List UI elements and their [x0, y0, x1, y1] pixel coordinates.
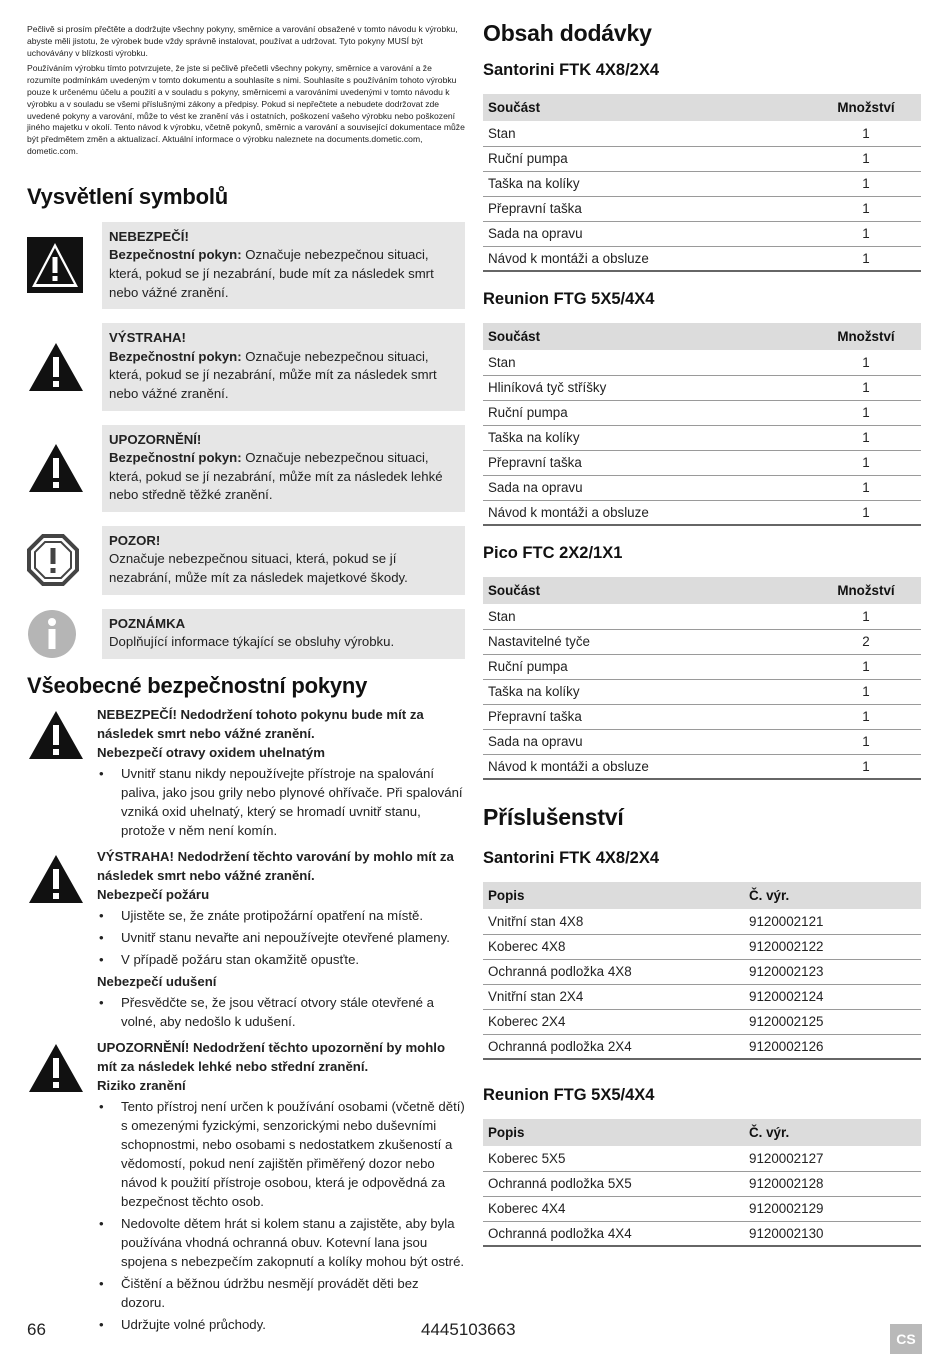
table-cell: 9120002123 — [741, 959, 921, 984]
safety-caution-topic: Riziko zranění — [97, 1077, 186, 1093]
table-row — [483, 984, 921, 1009]
table-cell: 1 — [811, 679, 921, 704]
column-header: Č. výr. — [741, 1119, 921, 1146]
table-cell: 1 — [811, 400, 921, 425]
symbols-title: Vysvětlení symbolů — [27, 183, 228, 209]
intro-paragraph-2: Používáním výrobku tímto potvrzujete, že jste si pečlivě přečetli všechny pokyny, směrnice a varování a že rozumíte podmínkám uvedeným v tomto dokumentu a souhlasíte s nimi. Souhlasíte s používáním tohoto výrobku pouze k určenému účelu a použití a v souladu s pokyny, směrnicemi a varováními uvedenými v tomto návodu k výrobku a v souladu se všemi příslušnými zákony a předpisy. Pokud si nepřečtete a nebudete dodržovat zde uvedené pokyny a varování, může to vést ke zranění vás i ostatních, poškození vašeho výrobku nebo poškození jiného majetku v okolí. Tento návod k výrobku, včetně pokynů, směrnic a varování a související dokumentace může být předmětem změn a aktualizací. Aktuální informace o výrobku naleznete na documents.dometic.com, dometic.com. — [27, 63, 465, 156]
table-cell: 1 — [811, 121, 921, 146]
warning-triangle-icon — [27, 705, 97, 843]
warning-triangle-boxed-icon — [27, 222, 102, 309]
safety-danger-list — [97, 764, 465, 840]
column-header: Součást — [483, 323, 811, 350]
warning-triangle-icon — [27, 847, 97, 1034]
table-cell: 9120002129 — [741, 1196, 921, 1221]
table-cell: Hliníková tyč stříšky — [483, 375, 811, 400]
table-row — [483, 146, 921, 171]
table-cell: Sada na opravu — [483, 475, 811, 500]
list-item: • Přesvědčte se, že jsou větrací otvory stále otevřené a volné, aby nedošlo k udušení. — [97, 993, 465, 1031]
table-cell: Stan — [483, 604, 811, 629]
table-cell: 9120002128 — [741, 1171, 921, 1196]
table-cell: Návod k montáži a obsluze — [483, 246, 811, 271]
table-row — [483, 1221, 921, 1246]
symbol-description — [102, 222, 465, 309]
table-cell: Taška na kolíky — [483, 171, 811, 196]
table-row — [483, 246, 921, 271]
table-row — [483, 425, 921, 450]
accessories-title: Příslušenství — [483, 804, 624, 830]
intro — [27, 24, 465, 158]
column-header: Součást — [483, 94, 811, 121]
page-number: 66 — [27, 1320, 46, 1339]
column-header: Č. výr. — [741, 882, 921, 909]
table-row — [483, 171, 921, 196]
table-cell: Přepravní taška — [483, 704, 811, 729]
table-row — [483, 679, 921, 704]
table-title: Pico FTC 2X2/1X1 — [483, 544, 623, 562]
table-cell: 1 — [811, 500, 921, 525]
safety-warning-topic-suffocation: Nebezpečí udušení — [97, 973, 217, 989]
symbol-description — [102, 526, 465, 595]
table-row — [483, 959, 921, 984]
symbol-text: Označuje nebezpečnou situaci, která, pokud se jí nezabrání, může mít za následek majetkové škody. — [109, 551, 408, 586]
table-row — [483, 1171, 921, 1196]
table-cell: Nastavitelné tyče — [483, 629, 811, 654]
symbol-text: Doplňující informace týkající se obsluhy výrobku. — [109, 634, 395, 650]
table-row — [483, 909, 921, 934]
symbol-text: Označuje nebezpečnou situaci, která, pokud se jí nezabrání, bude mít za následek smrt nebo vážné zranění. — [109, 247, 434, 300]
table-cell: Vnitřní stan 4X8 — [483, 909, 741, 934]
table-row — [483, 375, 921, 400]
table-header-row — [483, 882, 921, 909]
safety-caution-headline: UPOZORNĚNÍ! Nedodržení těchto upozornění by mohlo mít za následek lehké nebo střední zranění. — [97, 1039, 446, 1074]
list-item: • Čištění a běžnou údržbu nesmějí provádět děti bez dozoru. — [97, 1274, 465, 1312]
safety-warning-block — [27, 847, 465, 1034]
table-cell: Přepravní taška — [483, 196, 811, 221]
table-row — [483, 1009, 921, 1034]
table-cell: 1 — [811, 425, 921, 450]
safety-danger-topic: Nebezpečí otravy oxidem uhelnatým — [97, 744, 325, 760]
table-cell: Ruční pumpa — [483, 146, 811, 171]
table-cell: Návod k montáži a obsluze — [483, 500, 811, 525]
table-title: Santorini FTK 4X8/2X4 — [483, 61, 660, 79]
table-cell: Vnitřní stan 2X4 — [483, 984, 741, 1009]
table-cell: Přepravní taška — [483, 450, 811, 475]
table-row — [483, 704, 921, 729]
table-cell: 1 — [811, 729, 921, 754]
safety-caution-list — [97, 1097, 465, 1334]
symbol-item — [27, 222, 465, 309]
safety-warning-topic-fire: Nebezpečí požáru — [97, 886, 210, 902]
column-header: Popis — [483, 882, 741, 909]
table-row — [483, 1146, 921, 1171]
table-header-row — [483, 94, 921, 121]
left-column — [27, 24, 465, 1341]
table-row — [483, 654, 921, 679]
safety-danger-block — [27, 705, 465, 843]
column-header: Popis — [483, 1119, 741, 1146]
table-row — [483, 754, 921, 779]
warning-triangle-icon — [27, 323, 102, 410]
table-cell: 9120002127 — [741, 1146, 921, 1171]
table-cell: 1 — [811, 604, 921, 629]
delivery-title: Obsah dodávky — [483, 20, 652, 46]
symbol-lead: Bezpečnostní pokyn: — [109, 450, 242, 466]
right-column — [483, 20, 921, 1247]
safety-danger-headline: NEBEZPEČÍ! Nedodržení tohoto pokynu bude mít za následek smrt nebo vážné zranění. — [97, 706, 424, 741]
table-cell: 1 — [811, 350, 921, 375]
table-row — [483, 400, 921, 425]
symbol-heading: POZOR! — [109, 532, 161, 548]
list-item: • Uvnitř stanu nikdy nepoužívejte přístroje na spalování paliva, jako jsou grily nebo plynové ohřívače. Při spalování vzniká oxid uhelnatý, který se hromadí uvnitř stanu, protože v něm není komín. — [97, 764, 465, 840]
safety-warning-list-suffocation — [97, 993, 465, 1031]
table-cell: Ochranná podložka 5X5 — [483, 1171, 741, 1196]
table-title: Reunion FTG 5X5/4X4 — [483, 1086, 655, 1104]
table-cell: Taška na kolíky — [483, 425, 811, 450]
symbol-heading: POZNÁMKA — [109, 615, 186, 631]
safety-warning-list-fire — [97, 906, 465, 969]
safety-title: Všeobecné bezpečnostní pokyny — [27, 672, 368, 698]
table-header-row — [483, 1119, 921, 1146]
column-header: Součást — [483, 577, 811, 604]
table-cell: 1 — [811, 475, 921, 500]
safety-caution-block — [27, 1038, 465, 1337]
delivery-table — [483, 94, 921, 272]
table-cell: 1 — [811, 375, 921, 400]
warning-triangle-icon — [27, 425, 102, 512]
table-cell: 1 — [811, 654, 921, 679]
table-cell: 9120002125 — [741, 1009, 921, 1034]
symbol-text: Označuje nebezpečnou situaci, která, pokud se jí nezabrání, může mít za následek lehké nebo středně těžké zranění. — [109, 450, 443, 503]
table-cell: 1 — [811, 171, 921, 196]
delivery-table — [483, 323, 921, 526]
table-cell: Sada na opravu — [483, 221, 811, 246]
list-item: • V případě požáru stan okamžitě opusťte. — [97, 950, 465, 969]
warning-triangle-icon — [27, 1038, 97, 1337]
table-row — [483, 450, 921, 475]
table-row — [483, 1196, 921, 1221]
table-header-row — [483, 577, 921, 604]
accessories-table — [483, 882, 921, 1060]
table-row — [483, 500, 921, 525]
octagon-exclamation-icon — [27, 526, 102, 595]
table-cell: Koberec 5X5 — [483, 1146, 741, 1171]
document-number: 4445103663 — [421, 1320, 516, 1339]
language-badge: CS — [890, 1324, 922, 1354]
list-item: • Tento přístroj není určen k používání osobami (včetně dětí) s omezenými fyzickými, senzorickými nebo duševními schopnostmi, nebo osobami s nedostatkem zkušeností a vědomostí, pokud není zajištěn přiměřený dozor nebo návod k použití přístroje osobou, která je odpovědná za bezpečnost těchto osob. — [97, 1097, 465, 1211]
table-row — [483, 604, 921, 629]
intro-paragraph-1: Pečlivě si prosím přečtěte a dodržujte všechny pokyny, směrnice a varování obsažené v tomto návodu k výrobku, abyste měli jistotu, že výrobek bude vždy správně instalovat, používat a udržovat. Tyto pokyny MUSÍ být uchovávány v blízkosti výrobku. — [27, 24, 458, 58]
list-item: • Udržujte volné průchody. — [97, 1315, 465, 1334]
table-cell: 9120002126 — [741, 1034, 921, 1059]
list-item: • Uvnitř stanu nevařte ani nepoužívejte otevřené plameny. — [97, 928, 465, 947]
table-cell: Ruční pumpa — [483, 654, 811, 679]
symbol-lead: Bezpečnostní pokyn: — [109, 247, 242, 263]
info-circle-icon — [27, 609, 102, 659]
symbol-item — [27, 425, 465, 512]
table-cell: 9120002121 — [741, 909, 921, 934]
table-cell: 1 — [811, 704, 921, 729]
table-cell: Ruční pumpa — [483, 400, 811, 425]
list-item: • Ujistěte se, že znáte protipožární opatření na místě. — [97, 906, 465, 925]
symbol-text: Označuje nebezpečnou situaci, která, pokud se jí nezabrání, může mít za následek smrt nebo vážné zranění. — [109, 348, 437, 401]
column-header: Množství — [811, 94, 921, 121]
table-row — [483, 221, 921, 246]
table-cell: 1 — [811, 754, 921, 779]
table-cell: 9120002130 — [741, 1221, 921, 1246]
symbol-item — [27, 526, 465, 595]
table-cell: Sada na opravu — [483, 729, 811, 754]
table-cell: Koberec 4X4 — [483, 1196, 741, 1221]
accessories-table — [483, 1119, 921, 1247]
table-cell: Ochranná podložka 4X4 — [483, 1221, 741, 1246]
table-cell: Stan — [483, 350, 811, 375]
table-title: Reunion FTG 5X5/4X4 — [483, 290, 655, 308]
table-cell: Stan — [483, 121, 811, 146]
symbol-heading: NEBEZPEČÍ! — [109, 228, 189, 244]
table-row — [483, 196, 921, 221]
safety-warning-headline: VÝSTRAHA! Nedodržení těchto varování by mohlo mít za následek smrt nebo vážné zranění. — [97, 848, 454, 883]
table-cell: 1 — [811, 246, 921, 271]
column-header: Množství — [811, 323, 921, 350]
symbol-description — [102, 323, 465, 410]
table-cell: 1 — [811, 221, 921, 246]
table-row — [483, 475, 921, 500]
delivery-table — [483, 577, 921, 780]
table-row — [483, 934, 921, 959]
accessory-tables — [483, 849, 921, 1247]
symbol-description — [102, 425, 465, 512]
table-cell: Koberec 4X8 — [483, 934, 741, 959]
symbols-list — [27, 222, 465, 659]
table-cell: 1 — [811, 196, 921, 221]
table-header-row — [483, 323, 921, 350]
symbol-heading: UPOZORNĚNÍ! — [109, 431, 202, 447]
symbol-item — [27, 323, 465, 410]
symbol-lead: Bezpečnostní pokyn: — [109, 348, 242, 364]
table-cell: 2 — [811, 629, 921, 654]
symbol-heading: VÝSTRAHA! — [109, 330, 186, 346]
table-row — [483, 629, 921, 654]
table-cell: 1 — [811, 450, 921, 475]
delivery-tables — [483, 61, 921, 780]
list-item: • Nedovolte dětem hrát si kolem stanu a zajistěte, aby byla používána vhodná ochranná obuv. Kotevní lana jsou spojena s nebezpečím zakopnutí a kolíky mohou být ostré. — [97, 1214, 465, 1271]
table-cell: Ochranná podložka 2X4 — [483, 1034, 741, 1059]
table-row — [483, 729, 921, 754]
symbol-item — [27, 609, 465, 659]
table-cell: Ochranná podložka 4X8 — [483, 959, 741, 984]
table-cell: Návod k montáži a obsluze — [483, 754, 811, 779]
table-cell: 9120002122 — [741, 934, 921, 959]
column-header: Množství — [811, 577, 921, 604]
table-row — [483, 121, 921, 146]
table-cell: 9120002124 — [741, 984, 921, 1009]
table-cell: Taška na kolíky — [483, 679, 811, 704]
table-row — [483, 350, 921, 375]
symbol-description — [102, 609, 465, 659]
table-cell: 1 — [811, 146, 921, 171]
table-title: Santorini FTK 4X8/2X4 — [483, 849, 660, 867]
table-row — [483, 1034, 921, 1059]
table-cell: Koberec 2X4 — [483, 1009, 741, 1034]
